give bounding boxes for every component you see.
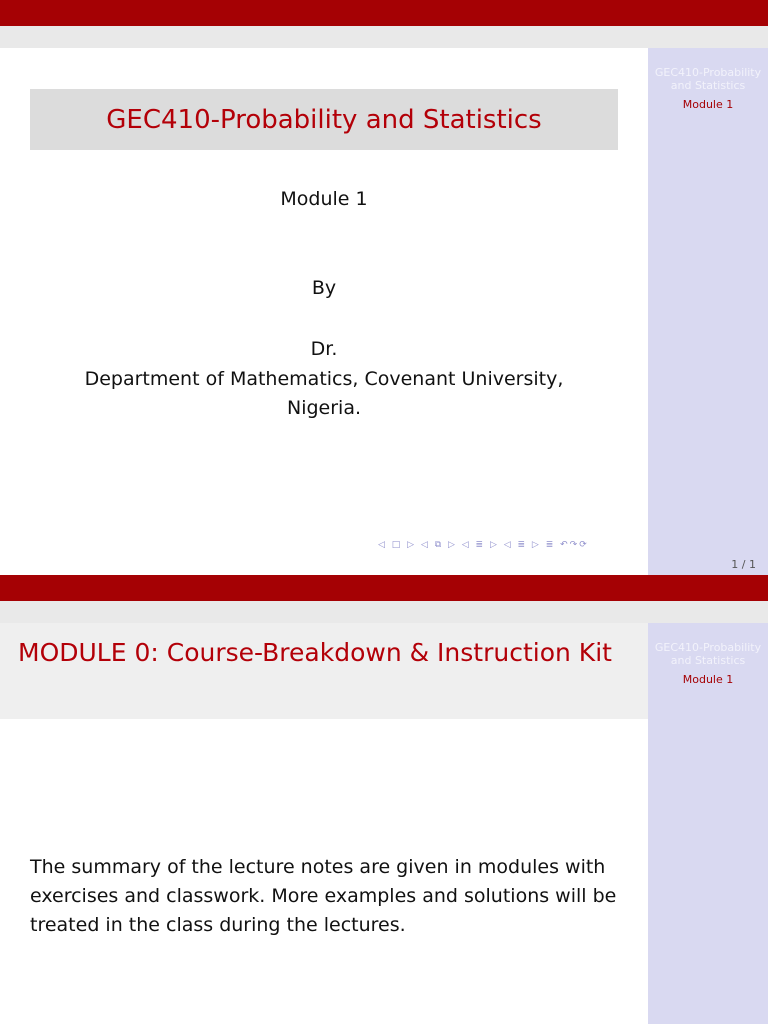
header-bar [0,0,768,26]
author-title: Dr. [310,338,338,360]
frame-title: MODULE 0: Course-Breakdown & Instruction Kit [18,638,612,667]
slide-2 [0,575,768,1024]
sidebar-title[interactable]: GEC410-Probability and Statistics [654,66,762,92]
subtitle: Module 1 [280,188,368,210]
institute-line-2: Nigeria. [286,397,361,419]
sidebar-title[interactable]: GEC410-Probability and Statistics [654,641,762,667]
body-paragraph: The summary of the lecture notes are given in modules with exercises and classwork. More examples and solutions will be treated in the class during the lectures. [30,856,617,936]
sidebar-module-link[interactable]: Module 1 [682,98,734,111]
sidebar-module-link[interactable]: Module 1 [682,673,734,686]
beamer-navigation-icons[interactable]: ◁ □ ▷ ◁ ⧉ ▷ ◁ ≣ ▷ ◁ ≣ ▷ ≣ ↶↷⟳ [378,540,589,550]
page-number: 1 / 1 [731,558,756,571]
header-bar [0,575,768,601]
institute-line-1: Department of Mathematics, Covenant University, [84,368,564,390]
header-subbar [0,601,768,623]
presentation-title: GEC410-Probability and Statistics [106,104,542,135]
title-box [30,89,618,150]
sidebar [648,48,768,575]
frame-title-bar [0,623,648,719]
header-subbar [0,26,768,48]
sidebar [648,623,768,1024]
by-label: By [311,277,337,299]
